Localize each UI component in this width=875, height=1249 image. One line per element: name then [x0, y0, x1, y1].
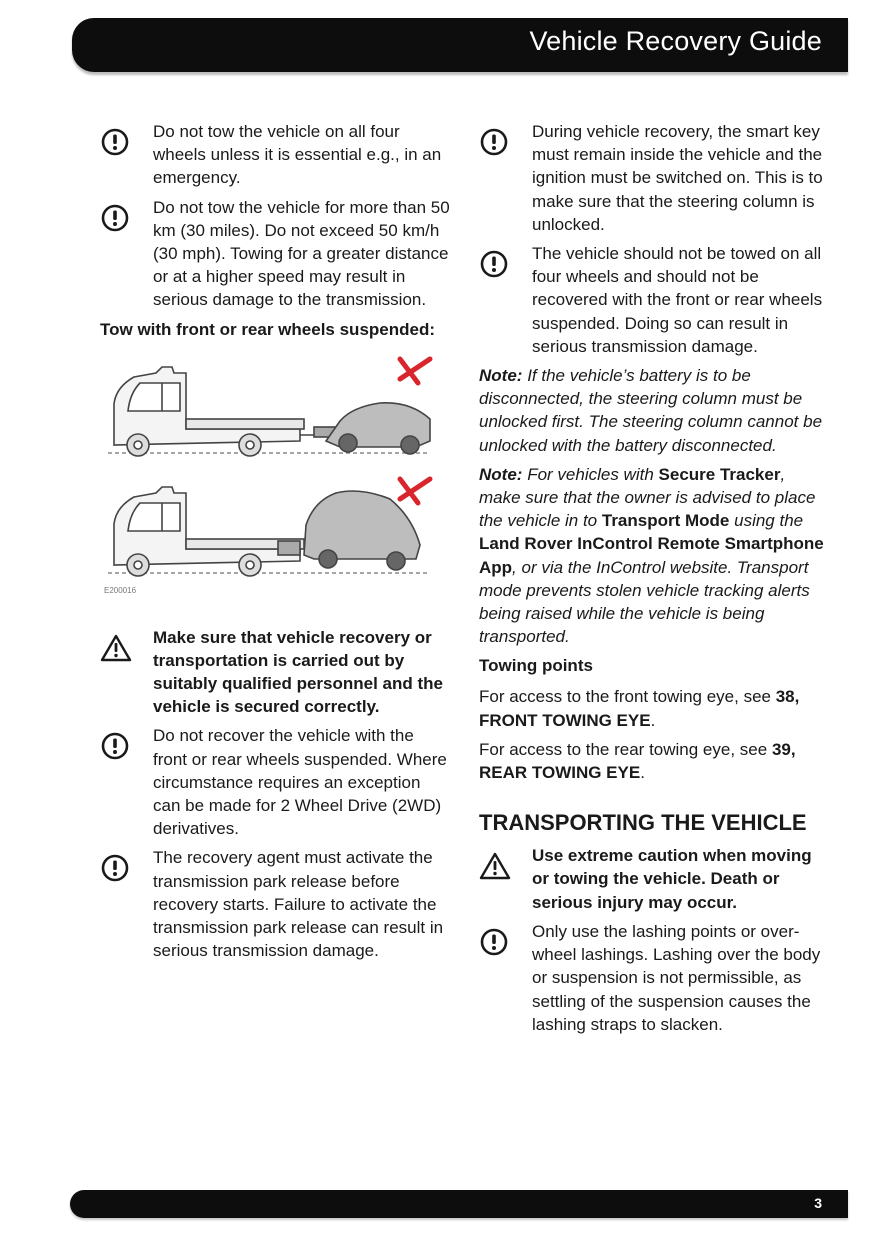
notice-text: Do not tow the vehicle on all four wheels unless it is essential e.g., in an emergency.	[153, 122, 442, 188]
front-towing-eye-link[interactable]: 38, FRONT TOWING EYE	[479, 687, 800, 730]
note-text: For vehicles with	[527, 464, 654, 484]
page-number: 3	[814, 1195, 822, 1211]
note-emphasis: Land Rover InControl Remote Smartphone App	[479, 534, 824, 577]
note-label: Note:	[479, 464, 523, 484]
notice-text: Only use the lashing points or over-wheel lashings. Lashing over the body or suspension is not permissible, as settling of the suspension causes the lashing straps to slacken.	[532, 921, 821, 1034]
right-column	[479, 120, 829, 1042]
cross-icon	[400, 359, 430, 383]
page-title: Vehicle Recovery Guide	[529, 26, 822, 56]
notice-block	[100, 120, 450, 190]
front-towing-text: For access to the front towing eye, see	[479, 687, 771, 707]
exclamation-circle-icon	[479, 920, 532, 957]
tow-scene-lower	[108, 487, 430, 576]
exclamation-circle-icon	[100, 846, 153, 883]
note-paragraph	[479, 364, 829, 457]
notice-text: Do not recover the vehicle with the front or rear wheels suspended. Where circumstance requires an exception can be made for 2 Wheel Drive (2WD) derivatives.	[153, 726, 447, 839]
left-column	[100, 120, 450, 968]
section-heading: TRANSPORTING THE VEHICLE	[479, 810, 807, 836]
notice-text: The vehicle should not be towed on all four wheels and should not be recovered with the front or rear wheels suspended. Doing so can result in serious transmission damage.	[532, 244, 823, 356]
notice-block	[479, 120, 829, 236]
note-text: , or via the InControl website. Transport mode prevents stolen vehicle tracking alerts being raised while the vehicle is being transported.	[479, 557, 810, 647]
note-emphasis: Transport Mode	[601, 511, 730, 531]
warning-triangle-icon	[479, 844, 532, 881]
towing-points-heading: Towing points	[479, 656, 593, 676]
exclamation-circle-icon	[100, 196, 153, 233]
header-bar	[72, 18, 848, 72]
rear-towing-eye-link[interactable]: 39, REAR TOWING EYE	[479, 739, 796, 783]
towing-illustration	[100, 349, 445, 604]
warning-text: Make sure that vehicle recovery or transportation is carried out by suitably qualified personnel and the vehicle is secured correctly.	[153, 627, 443, 717]
note-label: Note:	[479, 366, 523, 386]
notice-text: During vehicle recovery, the smart key must remain inside the vehicle and the ignition must be switched on. This is to make sure that the steering column is unlocked.	[532, 122, 823, 234]
exclamation-circle-icon	[479, 120, 532, 157]
note-text: , make sure that the owner is advised to place the vehicle in to	[479, 464, 816, 531]
note-text: If the vehicle’s battery is to be disconnected, the steering column must be unlocked first. The steering column cannot be unlocked with the battery disconnected.	[479, 366, 823, 455]
notice-block	[479, 920, 829, 1036]
front-towing-paragraph	[479, 685, 829, 731]
exclamation-circle-icon	[479, 242, 532, 279]
figure-code: E200016	[104, 585, 137, 595]
notice-block	[100, 846, 450, 962]
notice-text: The recovery agent must activate the transmission park release before recovery starts. Failure to activate the transmission park release can result in serious transmission damage.	[153, 848, 444, 961]
notice-text: Do not tow the vehicle for more than 50 km (30 miles). Do not exceed 50 km/h (30 mph). Towing for a greater distance or at a higher speed may result in serious damage to the transmission.	[153, 197, 450, 310]
cross-icon	[400, 479, 430, 503]
footer-bar	[70, 1190, 848, 1218]
rear-towing-paragraph	[479, 738, 829, 784]
exclamation-circle-icon	[100, 724, 153, 761]
notice-block	[100, 196, 450, 312]
warning-block	[479, 844, 829, 914]
notice-block	[100, 724, 450, 840]
warning-block	[100, 626, 450, 719]
note-emphasis: Secure Tracker	[658, 464, 781, 484]
note-text: using the	[734, 511, 804, 531]
warning-triangle-icon	[100, 626, 153, 663]
warning-text: Use extreme caution when moving or towing the vehicle. Death or serious injury may occur.	[532, 846, 812, 912]
tow-truck-diagram	[100, 349, 445, 604]
exclamation-circle-icon	[100, 120, 153, 157]
rear-towing-text: For access to the rear towing eye, see	[479, 739, 768, 759]
notice-block	[479, 242, 829, 358]
period: .	[650, 710, 656, 730]
tow-scene-upper	[108, 367, 430, 456]
note-paragraph	[479, 463, 829, 649]
period: .	[640, 763, 645, 783]
subheading: Tow with front or rear wheels suspended:	[100, 319, 436, 339]
